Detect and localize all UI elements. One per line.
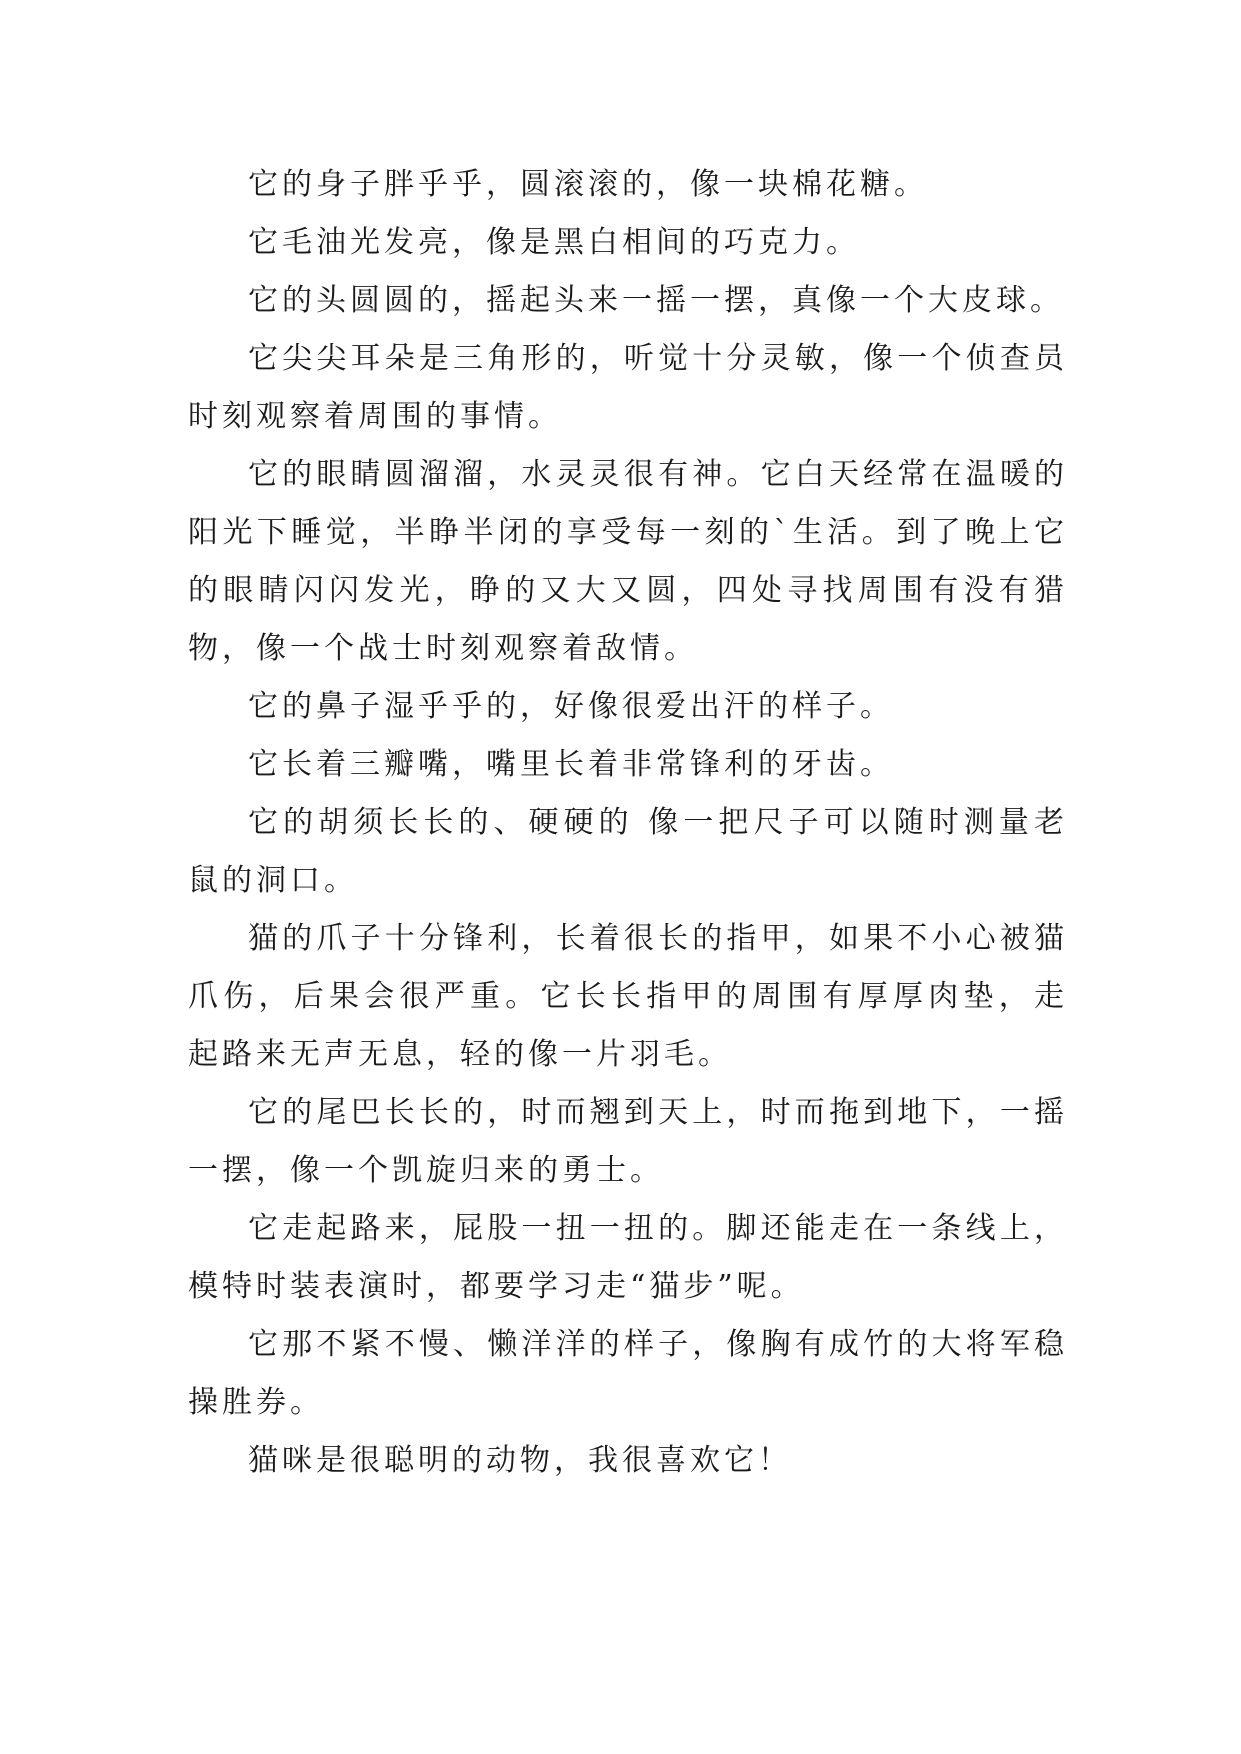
paragraph: 它的尾巴长长的，时而翘到天上，时而拖到地下，一摇一摆，像一个凯旋归来的勇士。 — [188, 1095, 1068, 1188]
paragraph: 猫咪是很聪明的动物，我很喜欢它！ — [248, 1443, 792, 1478]
paragraph: 它走起路来，屁股一扭一扭的。脚还能走在一条线上，模特时装表演时，都要学习走“猫步”呢。 — [188, 1211, 1068, 1304]
paragraph: 它的胡须长长的、硬硬的 像一把尺子可以随时测量老鼠的洞口。 — [188, 805, 1068, 898]
document-body — [188, 156, 1068, 1490]
paragraph: 它的眼睛圆溜溜，水灵灵很有神。它白天经常在温暖的阳光下睡觉，半睁半闭的享受每一刻的`生活。到了晚上它的眼睛闪闪发光，睁的又大又圆，四处寻找周围有没有猎物，像一个战士时刻观察着敌情。 — [188, 457, 1068, 666]
paragraph: 它的身子胖乎乎，圆滚滚的，像一块棉花糖。 — [248, 167, 928, 202]
paragraph: 它那不紧不慢、懒洋洋的样子，像胸有成竹的大将军稳操胜券。 — [188, 1327, 1068, 1420]
paragraph: 它长着三瓣嘴，嘴里长着非常锋利的牙齿。 — [248, 747, 894, 782]
paragraph: 它的鼻子湿乎乎的，好像很爱出汗的样子。 — [248, 689, 894, 724]
paragraph: 它的头圆圆的，摇起头来一摇一摆，真像一个大皮球。 — [248, 283, 1064, 318]
paragraph: 猫的爪子十分锋利，长着很长的指甲，如果不小心被猫爪伤，后果会很严重。它长长指甲的周围有厚厚肉垫，走起路来无声无息，轻的像一片羽毛。 — [188, 921, 1068, 1072]
paragraph: 它尖尖耳朵是三角形的，听觉十分灵敏，像一个侦查员时刻观察着周围的事情。 — [188, 341, 1068, 434]
paragraph: 它毛油光发亮，像是黑白相间的巧克力。 — [248, 225, 860, 260]
